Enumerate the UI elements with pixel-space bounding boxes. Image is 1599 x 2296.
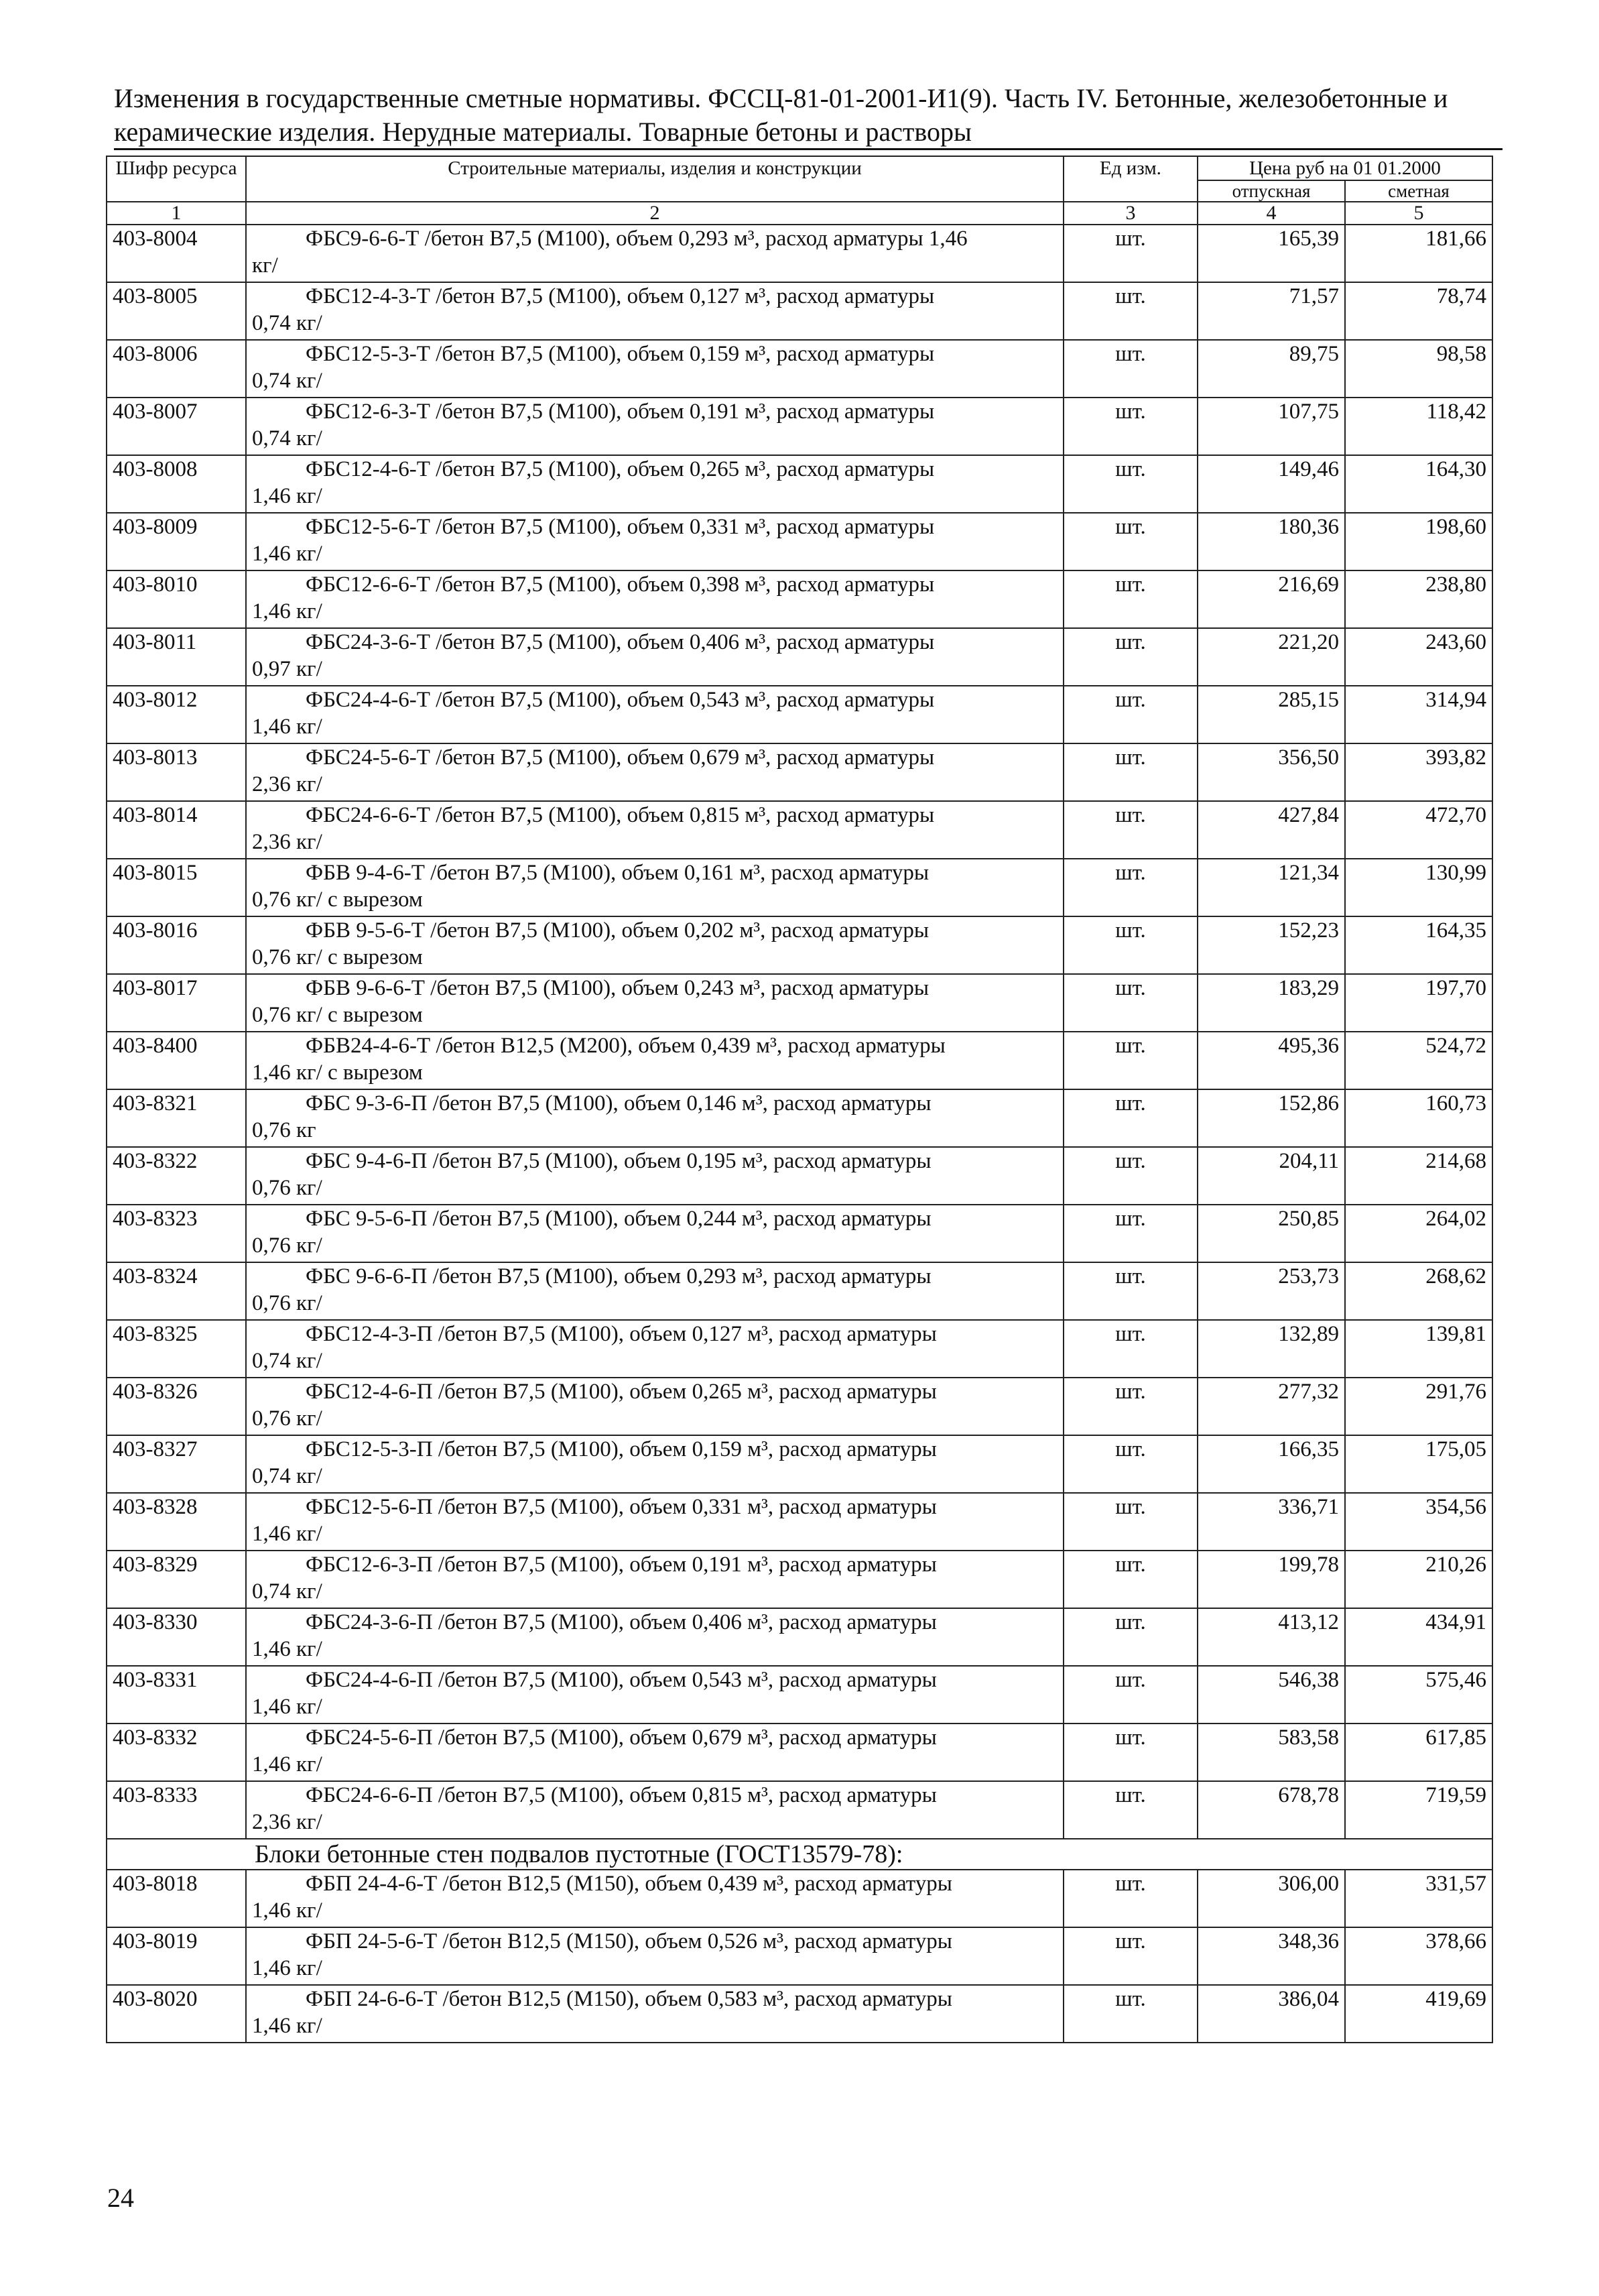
unit: шт. [1064,974,1198,1032]
description-line-2: 0,76 кг [252,1118,316,1142]
estimate-price: 238,80 [1345,570,1492,628]
table-row [107,1985,1492,2043]
table-row [107,974,1492,1032]
description-line-1: ФБС24-4-6-Т /бетон В7,5 (М100), объем 0,543 м³, расход арматуры [306,688,935,712]
release-price: 152,86 [1198,1089,1345,1147]
unit: шт. [1064,1781,1198,1839]
col-number-1: 1 [107,202,246,225]
material-description [246,1985,1064,2043]
resource-code: 403-8005 [107,282,246,340]
description-line-2: 1,46 кг/ [252,1522,322,1546]
release-price: 413,12 [1198,1608,1345,1666]
estimate-price: 164,35 [1345,916,1492,974]
material-description [246,1378,1064,1435]
resource-code: 403-8012 [107,686,246,743]
description-line-1: ФБС24-6-6-Т /бетон В7,5 (М100), объем 0,815 м³, расход арматуры [306,803,935,827]
estimate-price: 331,57 [1345,1870,1492,1927]
header-line-1: Изменения в государственные сметные нормативы. ФССЦ-81-01-2001-И1(9). Часть IV. Бетонные, железобетонные и [114,83,1448,113]
table-row [107,1927,1492,1985]
estimate-price: 419,69 [1345,1985,1492,2043]
description-line-1: ФБС 9-5-6-П /бетон В7,5 (М100), объем 0,244 м³, расход арматуры [306,1207,932,1231]
resource-code: 403-8014 [107,801,246,859]
material-description [246,1089,1064,1147]
description-line-2: 1,46 кг/ [252,1695,322,1719]
resource-code: 403-8331 [107,1666,246,1724]
table-row [107,916,1492,974]
description-line-1: ФБВ 9-4-6-Т /бетон В7,5 (М100), объем 0,161 м³, расход арматуры [306,861,930,885]
estimate-price: 268,62 [1345,1262,1492,1320]
material-description [246,1032,1064,1089]
unit: шт. [1064,282,1198,340]
estimate-price: 243,60 [1345,628,1492,686]
description-line-1: ФБС 9-4-6-П /бетон В7,5 (М100), объем 0,195 м³, расход арматуры [306,1149,932,1173]
resource-code: 403-8013 [107,743,246,801]
unit: шт. [1064,1435,1198,1493]
release-price: 285,15 [1198,686,1345,743]
resource-code: 403-8007 [107,398,246,455]
description-line-1: ФБС12-5-3-Т /бетон В7,5 (М100), объем 0,159 м³, расход арматуры [306,342,935,366]
estimate-price: 160,73 [1345,1089,1492,1147]
unit: шт. [1064,686,1198,743]
release-price: 71,57 [1198,282,1345,340]
material-description [246,743,1064,801]
description-line-1: ФБС 9-6-6-П /бетон В7,5 (М100), объем 0,293 м³, расход арматуры [306,1264,932,1288]
resource-code: 403-8009 [107,513,246,570]
description-line-2: 1,46 кг/ [252,715,322,739]
table-row [107,1320,1492,1378]
description-line-2: 0,76 кг/ [252,1291,322,1315]
material-description [246,455,1064,513]
description-line-2: 0,74 кг/ [252,1464,322,1488]
description-line-2: 0,74 кг/ [252,1579,322,1604]
resource-code: 403-8329 [107,1551,246,1608]
table-row [107,455,1492,513]
description-line-2: 0,97 кг/ [252,657,322,681]
description-line-2: 0,76 кг/ [252,1406,322,1431]
material-description [246,974,1064,1032]
description-line-1: ФБС24-5-6-П /бетон В7,5 (М100), объем 0,679 м³, расход арматуры [306,1726,937,1750]
unit: шт. [1064,340,1198,398]
description-line-2: 2,36 кг/ [252,830,322,854]
resource-code: 403-8328 [107,1493,246,1551]
table-row [107,1608,1492,1666]
estimate-price: 210,26 [1345,1551,1492,1608]
unit: шт. [1064,1493,1198,1551]
material-description [246,686,1064,743]
description-line-1: ФБП 24-5-6-Т /бетон В12,5 (М150), объем 0,526 м³, расход арматуры [306,1929,952,1953]
description-line-1: ФБС12-4-6-П /бетон В7,5 (М100), объем 0,265 м³, расход арматуры [306,1380,937,1404]
resource-code: 403-8321 [107,1089,246,1147]
table-row [107,1435,1492,1493]
description-line-2: 0,76 кг/ [252,1176,322,1200]
section-title: Блоки бетонные стен подвалов пустотные (ГОСТ13579-78): [107,1839,1492,1870]
resource-code: 403-8008 [107,455,246,513]
release-price: 149,46 [1198,455,1345,513]
description-line-1: ФБВ 9-5-6-Т /бетон В7,5 (М100), объем 0,202 м³, расход арматуры [306,918,930,943]
col-number-3: 3 [1064,202,1198,225]
description-line-2: 0,76 кг/ с вырезом [252,1003,423,1027]
description-line-2: 1,46 кг/ [252,1956,322,1980]
resource-code: 403-8018 [107,1870,246,1927]
release-price: 107,75 [1198,398,1345,455]
release-price: 221,20 [1198,628,1345,686]
unit: шт. [1064,628,1198,686]
resource-code: 403-8017 [107,974,246,1032]
estimate-price: 314,94 [1345,686,1492,743]
description-line-2: 0,74 кг/ [252,311,322,335]
unit: шт. [1064,1870,1198,1927]
table-row [107,1781,1492,1839]
col-header-unit: Ед изм. [1064,156,1198,202]
description-line-2: 1,46 кг/ [252,1752,322,1776]
description-line-2: 1,46 кг/ [252,484,322,508]
estimate-price: 378,66 [1345,1927,1492,1985]
estimate-price: 434,91 [1345,1608,1492,1666]
description-line-2: 0,76 кг/ с вырезом [252,945,423,969]
estimate-price: 472,70 [1345,801,1492,859]
resource-code: 403-8332 [107,1724,246,1781]
unit: шт. [1064,801,1198,859]
description-line-1: ФБС9-6-6-Т /бетон В7,5 (М100), объем 0,293 м³, расход арматуры 1,46 [306,227,968,251]
description-line-2: кг/ [252,253,278,278]
description-line-1: ФБС24-3-6-Т /бетон В7,5 (М100), объем 0,406 м³, расход арматуры [306,630,935,654]
description-line-1: ФБС12-6-3-П /бетон В7,5 (М100), объем 0,191 м³, расход арматуры [306,1553,937,1577]
description-line-2: 0,74 кг/ [252,426,322,450]
material-description [246,1724,1064,1781]
release-price: 180,36 [1198,513,1345,570]
description-line-1: ФБП 24-6-6-Т /бетон В12,5 (М150), объем 0,583 м³, расход арматуры [306,1987,952,2011]
unit: шт. [1064,225,1198,282]
release-price: 336,71 [1198,1493,1345,1551]
description-line-1: ФБС12-4-3-П /бетон В7,5 (М100), объем 0,127 м³, расход арматуры [306,1322,937,1346]
resource-code: 403-8015 [107,859,246,916]
table-row [107,743,1492,801]
material-description [246,859,1064,916]
description-line-2: 0,76 кг/ с вырезом [252,888,423,912]
unit: шт. [1064,743,1198,801]
col-header-release: отпускная [1198,180,1345,202]
table-row [107,628,1492,686]
resource-code: 403-8324 [107,1262,246,1320]
description-line-2: 2,36 кг/ [252,1810,322,1834]
table-row [107,1551,1492,1608]
header-line-2: керамические изделия. Нерудные материалы. Товарные бетоны и растворы [114,117,972,147]
release-price: 216,69 [1198,570,1345,628]
table-row [107,1032,1492,1089]
unit: шт. [1064,455,1198,513]
release-price: 89,75 [1198,340,1345,398]
estimate-price: 617,85 [1345,1724,1492,1781]
unit: шт. [1064,513,1198,570]
release-price: 546,38 [1198,1666,1345,1724]
estimate-price: 197,70 [1345,974,1492,1032]
material-description [246,1608,1064,1666]
description-line-1: ФБС12-5-6-П /бетон В7,5 (М100), объем 0,331 м³, расход арматуры [306,1495,937,1519]
release-price: 152,23 [1198,916,1345,974]
unit: шт. [1064,916,1198,974]
material-description [246,801,1064,859]
table-row [107,801,1492,859]
unit: шт. [1064,1378,1198,1435]
table-row [107,1724,1492,1781]
table-row [107,398,1492,455]
description-line-2: 1,46 кг/ с вырезом [252,1061,423,1085]
description-line-2: 1,46 кг/ [252,1898,322,1923]
material-description [246,1320,1064,1378]
material-description [246,398,1064,455]
table-row [107,859,1492,916]
estimate-price: 354,56 [1345,1493,1492,1551]
material-description [246,1205,1064,1262]
col-number-4: 4 [1198,202,1345,225]
description-line-2: 0,74 кг/ [252,1349,322,1373]
release-price: 386,04 [1198,1985,1345,2043]
description-line-2: 1,46 кг/ [252,599,322,623]
release-price: 356,50 [1198,743,1345,801]
col-number-5: 5 [1345,202,1492,225]
material-description [246,1927,1064,1985]
release-price: 132,89 [1198,1320,1345,1378]
unit: шт. [1064,570,1198,628]
resource-code: 403-8020 [107,1985,246,2043]
unit: шт. [1064,1608,1198,1666]
description-line-1: ФБС12-5-3-П /бетон В7,5 (М100), объем 0,159 м³, расход арматуры [306,1437,937,1461]
unit: шт. [1064,1551,1198,1608]
release-price: 165,39 [1198,225,1345,282]
release-price: 250,85 [1198,1205,1345,1262]
unit: шт. [1064,1147,1198,1205]
table-row [107,225,1492,282]
unit: шт. [1064,1262,1198,1320]
resource-code: 403-8326 [107,1378,246,1435]
release-price: 199,78 [1198,1551,1345,1608]
description-line-1: ФБВ24-4-6-Т /бетон В12,5 (М200), объем 0,439 м³, расход арматуры [306,1034,946,1058]
section-row [107,1839,1492,1870]
material-description [246,628,1064,686]
table-row [107,1147,1492,1205]
resource-code: 403-8004 [107,225,246,282]
description-line-1: ФБС12-5-6-Т /бетон В7,5 (М100), объем 0,331 м³, расход арматуры [306,515,935,539]
release-price: 678,78 [1198,1781,1345,1839]
description-line-1: ФБВ 9-6-6-Т /бетон В7,5 (М100), объем 0,243 м³, расход арматуры [306,976,930,1000]
estimate-price: 78,74 [1345,282,1492,340]
material-description [246,1493,1064,1551]
release-price: 306,00 [1198,1870,1345,1927]
estimate-price: 393,82 [1345,743,1492,801]
unit: шт. [1064,1724,1198,1781]
release-price: 427,84 [1198,801,1345,859]
estimate-price: 719,59 [1345,1781,1492,1839]
description-line-1: ФБП 24-4-6-Т /бетон В12,5 (М150), объем 0,439 м³, расход арматуры [306,1872,952,1896]
material-description [246,513,1064,570]
description-line-1: ФБС12-4-3-Т /бетон В7,5 (М100), объем 0,127 м³, расход арматуры [306,284,935,308]
material-description [246,1435,1064,1493]
resource-code: 403-8330 [107,1608,246,1666]
description-line-1: ФБС24-5-6-Т /бетон В7,5 (М100), объем 0,679 м³, расход арматуры [306,745,935,770]
col-header-name: Строительные материалы, изделия и конструкции [246,156,1064,202]
page-number: 24 [107,2183,134,2213]
table-row [107,1262,1492,1320]
col-header-estimate: сметная [1345,180,1492,202]
description-line-2: 0,74 кг/ [252,369,322,393]
unit: шт. [1064,1089,1198,1147]
unit: шт. [1064,1320,1198,1378]
table-row [107,570,1492,628]
description-line-1: ФБС12-6-6-Т /бетон В7,5 (М100), объем 0,398 м³, расход арматуры [306,572,935,597]
price-table [106,156,1493,2043]
material-description [246,340,1064,398]
unit: шт. [1064,398,1198,455]
material-description [246,1551,1064,1608]
resource-code: 403-8010 [107,570,246,628]
header-rule [114,148,1502,150]
table-row [107,686,1492,743]
release-price: 253,73 [1198,1262,1345,1320]
release-price: 277,32 [1198,1378,1345,1435]
description-line-1: ФБС 9-3-6-П /бетон В7,5 (М100), объем 0,146 м³, расход арматуры [306,1091,932,1115]
table-row [107,1205,1492,1262]
table-row [107,1493,1492,1551]
release-price: 121,34 [1198,859,1345,916]
col-header-price: Цена руб на 01 01.2000 [1198,156,1492,180]
estimate-price: 264,02 [1345,1205,1492,1262]
table-body [107,225,1492,2043]
unit: шт. [1064,1032,1198,1089]
resource-code: 403-8325 [107,1320,246,1378]
description-line-1: ФБС24-3-6-П /бетон В7,5 (М100), объем 0,406 м³, расход арматуры [306,1610,937,1634]
release-price: 583,58 [1198,1724,1345,1781]
estimate-price: 98,58 [1345,340,1492,398]
resource-code: 403-8006 [107,340,246,398]
table-row [107,340,1492,398]
unit: шт. [1064,859,1198,916]
release-price: 495,36 [1198,1032,1345,1089]
col-number-2: 2 [246,202,1064,225]
release-price: 348,36 [1198,1927,1345,1985]
table-row [107,1666,1492,1724]
material-description [246,1781,1064,1839]
release-price: 183,29 [1198,974,1345,1032]
page-header [114,82,1501,149]
description-line-1: ФБС12-6-3-Т /бетон В7,5 (М100), объем 0,191 м³, расход арматуры [306,400,935,424]
description-line-1: ФБС24-4-6-П /бетон В7,5 (М100), объем 0,543 м³, расход арматуры [306,1668,937,1692]
resource-code: 403-8400 [107,1032,246,1089]
unit: шт. [1064,1927,1198,1985]
description-line-1: ФБС24-6-6-П /бетон В7,5 (М100), объем 0,815 м³, расход арматуры [306,1783,937,1807]
estimate-price: 118,42 [1345,398,1492,455]
table-row [107,513,1492,570]
estimate-price: 524,72 [1345,1032,1492,1089]
release-price: 204,11 [1198,1147,1345,1205]
description-line-2: 1,46 кг/ [252,542,322,566]
table-row [107,1089,1492,1147]
estimate-price: 164,30 [1345,455,1492,513]
resource-code: 403-8323 [107,1205,246,1262]
material-description [246,916,1064,974]
resource-code: 403-8011 [107,628,246,686]
description-line-2: 1,46 кг/ [252,1637,322,1661]
resource-code: 403-8333 [107,1781,246,1839]
resource-code: 403-8327 [107,1435,246,1493]
resource-code: 403-8019 [107,1927,246,1985]
material-description [246,1666,1064,1724]
estimate-price: 175,05 [1345,1435,1492,1493]
material-description [246,570,1064,628]
table-row [107,1378,1492,1435]
resource-code: 403-8322 [107,1147,246,1205]
col-header-code: Шифр ресурса [107,156,246,202]
table-row [107,1870,1492,1927]
resource-code: 403-8016 [107,916,246,974]
estimate-price: 198,60 [1345,513,1492,570]
material-description [246,282,1064,340]
unit: шт. [1064,1985,1198,2043]
estimate-price: 575,46 [1345,1666,1492,1724]
estimate-price: 214,68 [1345,1147,1492,1205]
material-description [246,1262,1064,1320]
material-description [246,1870,1064,1927]
release-price: 166,35 [1198,1435,1345,1493]
description-line-2: 1,46 кг/ [252,2014,322,2038]
estimate-price: 291,76 [1345,1378,1492,1435]
description-line-2: 0,76 кг/ [252,1233,322,1258]
unit: шт. [1064,1666,1198,1724]
estimate-price: 139,81 [1345,1320,1492,1378]
material-description [246,1147,1064,1205]
estimate-price: 181,66 [1345,225,1492,282]
table-head [107,156,1492,225]
estimate-price: 130,99 [1345,859,1492,916]
table-row [107,282,1492,340]
description-line-2: 2,36 кг/ [252,772,322,796]
material-description [246,225,1064,282]
unit: шт. [1064,1205,1198,1262]
description-line-1: ФБС12-4-6-Т /бетон В7,5 (М100), объем 0,265 м³, расход арматуры [306,457,935,481]
